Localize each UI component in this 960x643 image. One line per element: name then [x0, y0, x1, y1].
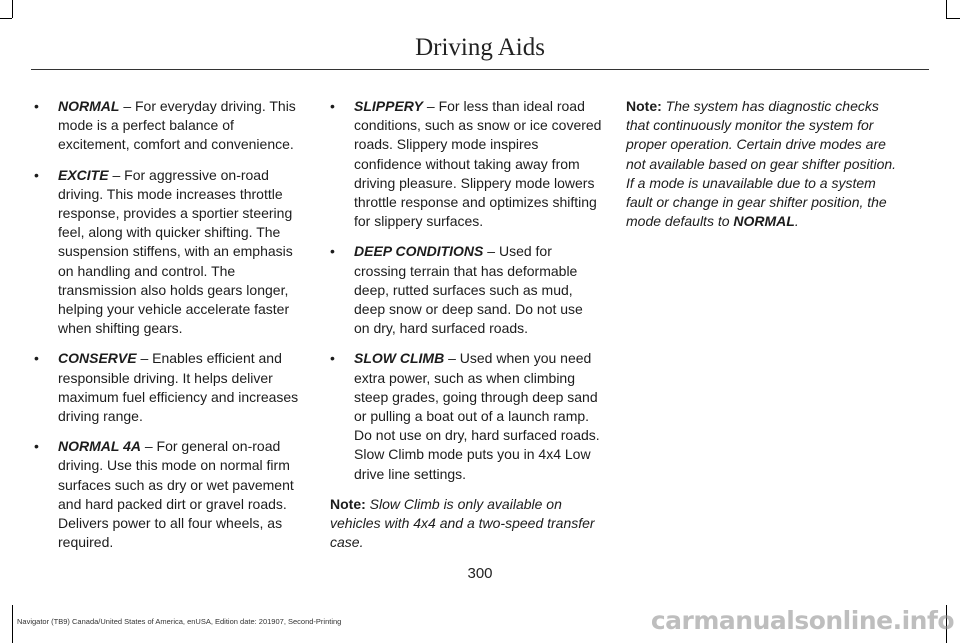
crop-mark-top-right-v — [946, 0, 947, 18]
mode-term: SLIPPERY — [354, 98, 423, 114]
crop-mark-bottom-left-v — [12, 605, 13, 643]
list-item — [34, 437, 306, 552]
mode-term: CONSERVE — [58, 350, 137, 367]
header-rule — [31, 69, 929, 70]
footer-edition-info: Navigator (TB9) Canada/United States of America, enUSA, Edition date: 201907, Second-Printing — [17, 617, 342, 626]
slow-climb-note — [330, 495, 602, 553]
list-item — [330, 242, 602, 338]
crop-mark-top-left-h — [0, 18, 12, 19]
mode-term: NORMAL — [733, 213, 795, 230]
list-item — [34, 349, 306, 426]
bullet-icon: • — [34, 438, 39, 455]
mode-description: – For everyday driving. This mode is a perfect balance of excitement, comfort and convenience. — [58, 98, 296, 153]
bullet-icon: • — [330, 350, 335, 367]
note-text: The system has diagnostic checks that continuously monitor the system for proper operation. Certain drive modes are not available based on gear shifter position. If a mode is unavailable due to a system fault or change in gear shifter position, the mode defaults to — [626, 98, 897, 230]
right-column — [626, 97, 898, 242]
bullet-icon: • — [34, 350, 39, 367]
mode-description: – For general on-road driving. Use this mode on normal firm surfaces such as dry or wet pavement and hard packed dirt or gravel roads. Delivers power to all four wheels, as required. — [58, 438, 294, 551]
bullet-icon: • — [330, 98, 335, 114]
mode-term: NORMAL 4A — [58, 438, 141, 455]
note-text: Slow Climb is only available on vehicles with 4x4 and a two-speed transfer case. — [330, 495, 595, 551]
page-title: Driving Aids — [415, 34, 545, 61]
page-number: 300 — [467, 565, 493, 582]
mode-term: SLOW CLIMB — [354, 350, 445, 367]
bullet-icon: • — [34, 166, 39, 183]
list-item — [330, 349, 602, 483]
mode-description: – For aggressive on-road driving. This mode increases throttle response, provides a sportier steering feel, along with quicker shifting. The suspension stiffens, with an emphasis on handling and control. The transmission also holds gears longer, helping your vehicle accelerate faster when shifting gears. — [58, 166, 293, 337]
mode-description: – For less than ideal road conditions, such as snow or ice covered roads. Slippery mode inspires confidence without taking away from driving pleasure. Slippery mode lowers throttle response and optimizes shifting for slippery surfaces. — [354, 98, 602, 230]
note-end: . — [794, 213, 799, 230]
drive-mode-list-left — [34, 97, 306, 552]
mode-description: – Enables efficient and responsible driving. It helps deliver maximum fuel efficiency and increases driving range. — [58, 350, 299, 425]
bullet-icon: • — [34, 98, 39, 114]
diagnostic-note — [626, 97, 898, 231]
list-item — [34, 97, 306, 155]
left-column — [34, 97, 306, 563]
list-item — [34, 166, 306, 339]
list-item — [330, 97, 602, 231]
mode-term: NORMAL — [58, 98, 120, 114]
mode-description: – Used for crossing terrain that has deformable deep, rutted surfaces such as mud, deep snow or deep sand. Do not use on dry, hard surfaced roads. — [354, 243, 583, 337]
watermark: carmanualsonline.info — [650, 606, 954, 635]
note-label: Note: — [330, 495, 366, 512]
mode-description: – Used when you need extra power, such as when climbing steep grades, going through deep sand or pulling a boat out of a launch ramp. Do not use on dry, hard surfaced roads. Slow Climb mode puts you in 4x4 Low drive line settings. — [354, 350, 600, 482]
drive-mode-list-middle — [330, 97, 602, 484]
bullet-icon: • — [330, 243, 335, 260]
mode-term: DEEP CONDITIONS — [354, 243, 484, 260]
mode-term: EXCITE — [58, 166, 109, 183]
crop-mark-top-right-h — [946, 18, 960, 19]
crop-mark-top-left-v — [12, 0, 13, 18]
middle-column — [330, 97, 602, 563]
note-label: Note: — [626, 98, 662, 114]
